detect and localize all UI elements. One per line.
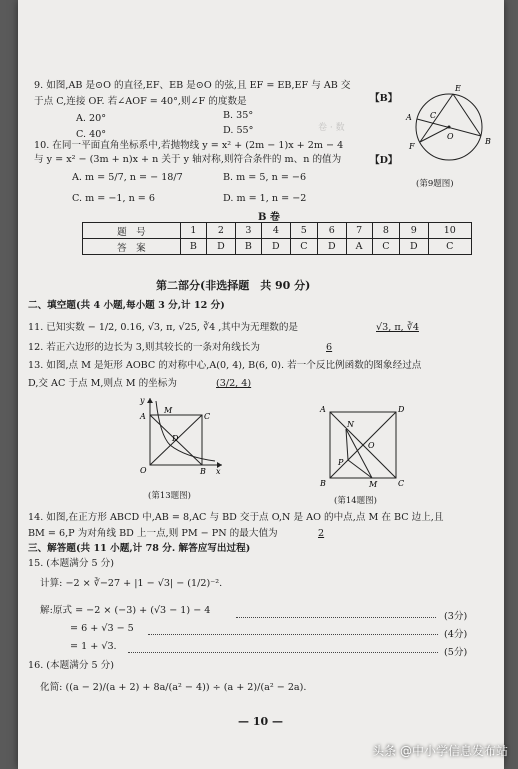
q14-figure-caption: (第14题图) [334, 496, 377, 506]
fig13-label-y: y [140, 396, 145, 405]
table-cell: C [290, 239, 317, 255]
q13-coordinate-figure [130, 395, 225, 475]
q15-solution-line2: = 6 + √3 − 5 [70, 623, 134, 634]
table-cell: C [372, 239, 399, 255]
table-cell: 答 案 [83, 239, 181, 255]
table-cell: 6 [318, 223, 347, 239]
exam-page [18, 0, 504, 769]
fig14-label-p: P [338, 458, 344, 467]
q15-mark-1: (3分) [444, 611, 468, 622]
table-cell: 5 [290, 223, 317, 239]
q13-figure-caption: (第13题图) [148, 491, 191, 501]
answer-table [82, 222, 472, 255]
fig13-label-o: O [140, 466, 147, 475]
table-cell: D [207, 239, 236, 255]
fig13-label-b: B [200, 467, 206, 475]
table-cell: B [235, 239, 261, 255]
q15-solution-line3: = 1 + √3. [70, 641, 117, 652]
q9-stem-line2: 于点 C,连接 OF. 若∠AOF = 40°,则∠F 的度数是 [34, 96, 247, 107]
fig14-label-n: N [347, 420, 354, 429]
q12-stem: 12. 若正六边形的边长为 3,则其较长的一条对角线长为 [28, 342, 260, 353]
fig13-label-m: M [164, 406, 173, 415]
q15-mark-2: (4分) [444, 629, 468, 640]
fig13-label-a: A [140, 412, 146, 421]
q13-answer: (3/2, 4) [216, 378, 252, 389]
leader-dots [128, 652, 438, 653]
q10-option-d: D. m = 1, n = −2 [223, 193, 307, 204]
fig14-label-o: O [368, 441, 375, 450]
q16-task: 化简: ((a − 2)/(a + 2) + 8a/(a² − 4)) ÷ (a + 2)/(a² − 2a). [40, 682, 307, 693]
q14-stem-line2: BM = 6,P 为对角线 BD 上一点,则 PM − PN 的最大值为 [28, 528, 278, 539]
table-cell: 10 [428, 223, 471, 239]
q10-option-a: A. m = 5/7, n = − 18/7 [72, 172, 183, 183]
q9-figure-caption: (第9题图) [416, 179, 454, 189]
fig14-label-c: C [398, 479, 405, 488]
part-two-title: 第二部分(非选择题 共 90 分) [156, 279, 311, 292]
q10-option-b: B. m = 5, n = −6 [223, 172, 307, 183]
q13-stem-line2: D,交 AC 于点 M,则点 M 的坐标为 [28, 378, 177, 389]
fig14-label-d: D [398, 405, 405, 414]
q10-stem-line1: 10. 在同一平面直角坐标系中,若抛物线 y = x² + (2m − 1)x + 2m − 4 [34, 140, 344, 151]
answer-table-header-row [83, 223, 472, 239]
table-cell: C [428, 239, 471, 255]
table-cell: D [400, 239, 429, 255]
q9-option-d: D. 55° [223, 125, 254, 136]
table-cell: 8 [372, 223, 399, 239]
fig14-label-b: B [320, 479, 326, 488]
answer-sheet-title: B 卷 [258, 212, 280, 223]
q10-stem-line2: 与 y = x² − (3m + n)x + n 关于 y 轴对称,则符合条件的 m、n 的值为 [34, 154, 342, 165]
q12-answer: 6 [326, 342, 333, 353]
q14-answer: 2 [318, 528, 325, 539]
table-cell: A [346, 239, 372, 255]
watermark: 头条 @中小学信息发布站 [372, 744, 508, 758]
table-cell: 1 [180, 223, 206, 239]
leader-dots [148, 634, 438, 635]
table-cell: 题 号 [83, 223, 181, 239]
fig9-label-c: C [430, 111, 437, 120]
bleed-through-text: 卷 · 数 [318, 123, 345, 133]
fig9-label-o: O [447, 132, 454, 141]
q15-mark-3: (5分) [444, 647, 468, 658]
table-cell: 3 [235, 223, 261, 239]
q9-stem-line1: 9. 如图,AB 是⊙O 的直径,EF、EB 是⊙O 的弦,且 EF = EB,EF 与 AB 交 [34, 80, 351, 91]
table-cell: 2 [207, 223, 236, 239]
q14-stem-line1: 14. 如图,在正方形 ABCD 中,AB = 8,AC 与 BD 交于点 O,N 是 AO 的中点,点 M 在 BC 边上,且 [28, 512, 444, 523]
fig14-label-m: M [369, 480, 378, 488]
fill-in-heading: 二、填空题(共 4 小题,每小题 3 分,计 12 分) [28, 300, 225, 311]
q11-stem: 11. 已知实数 − 1/2, 0.16, √3, π, √25, ∛4 ,其中为无理数的是 [28, 322, 299, 333]
answer-table-answer-row [83, 239, 472, 255]
table-cell: 7 [346, 223, 372, 239]
q13-stem-line1: 13. 如图,点 M 是矩形 AOBC 的对称中心,A(0, 4), B(6, 0). 若一个反比例函数的图象经过点 [28, 360, 422, 371]
fig13-label-c: C [204, 412, 211, 421]
solve-heading: 三、解答题(共 11 小题,计 78 分. 解答应写出过程) [28, 543, 251, 554]
q10-answer: 【D】 [370, 155, 398, 166]
table-cell: B [180, 239, 206, 255]
q11-answer: √3, π, ∛4 [376, 322, 419, 333]
table-cell: 4 [262, 223, 291, 239]
q9-answer: 【B】 [370, 93, 398, 104]
q15-solution-line1: 解:原式 = −2 × (−3) + (√3 − 1) − 4 [40, 605, 211, 616]
q14-square-figure [318, 402, 408, 488]
q9-option-c: C. 40° [76, 129, 107, 140]
table-cell: 9 [400, 223, 429, 239]
fig9-label-b: B [485, 137, 491, 146]
fig9-label-e: E [455, 84, 461, 93]
q16-title: 16. (本题满分 5 分) [28, 660, 114, 671]
fig13-label-d: D [172, 434, 179, 443]
q15-title: 15. (本题满分 5 分) [28, 558, 114, 569]
table-cell: D [318, 239, 347, 255]
fig14-label-a: A [320, 405, 326, 414]
page-number: — 10 — [238, 715, 283, 728]
q9-option-a: A. 20° [76, 113, 107, 124]
table-cell: D [262, 239, 291, 255]
fig9-label-a: A [406, 113, 412, 122]
q9-option-b: B. 35° [223, 110, 254, 121]
q15-task: 计算: −2 × ∛−27 + |1 − √3| − (1/2)⁻². [40, 578, 223, 589]
q9-circle-figure [403, 82, 495, 164]
fig13-label-x: x [216, 467, 221, 475]
leader-dots [236, 617, 436, 618]
q10-option-c: C. m = −1, n = 6 [72, 193, 155, 204]
fig9-label-f: F [409, 142, 415, 151]
